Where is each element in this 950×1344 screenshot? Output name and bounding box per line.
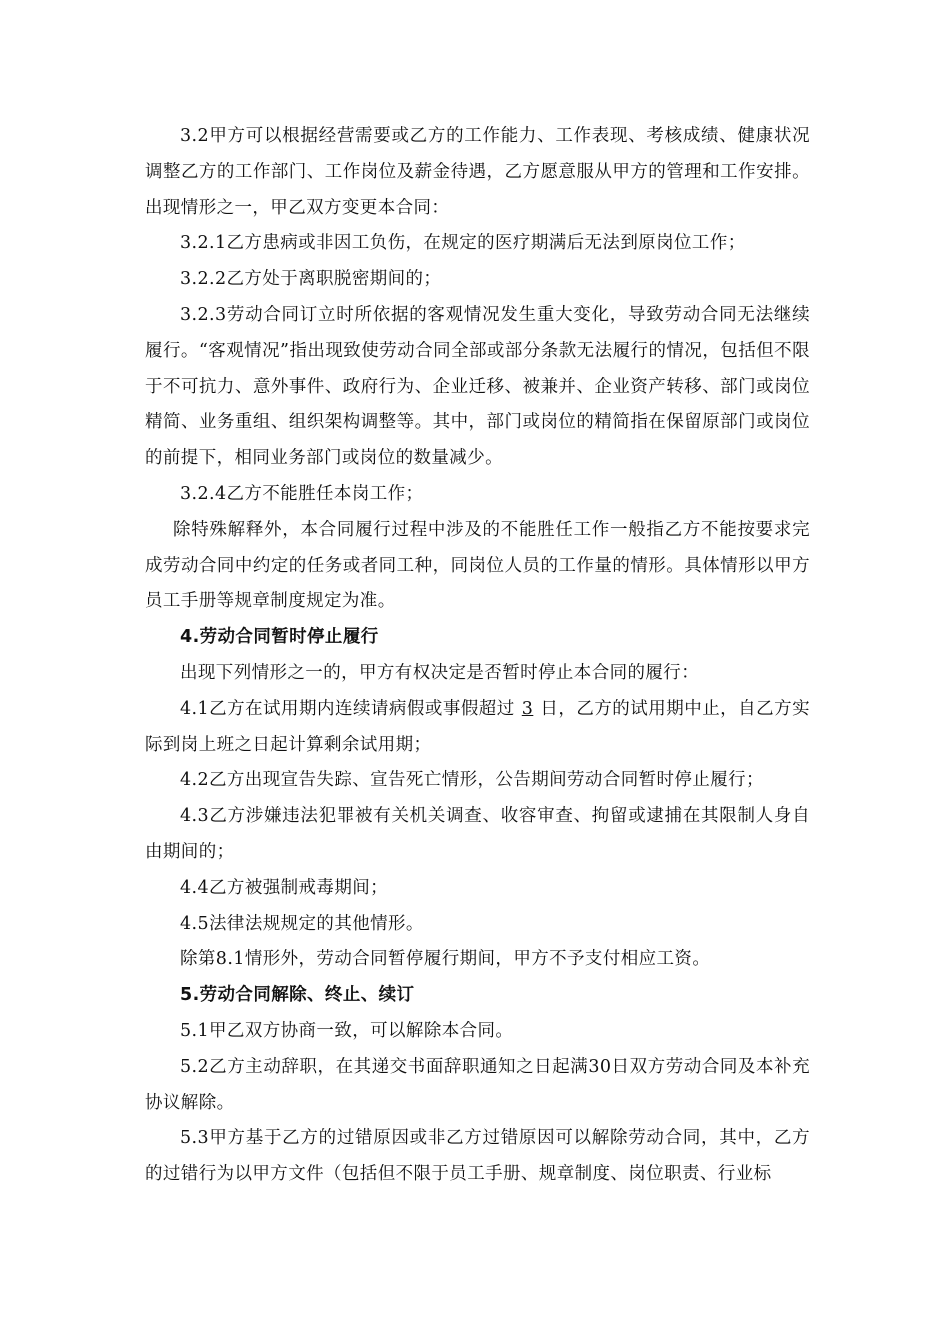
section-5-heading: 5.劳动合同解除、终止、续订 — [180, 985, 415, 1006]
clause-3-2-1: 3.2.1乙方患病或非因工负伤，在规定的医疗期满后无法到原岗位工作； — [180, 233, 746, 254]
clause-4-2: 4.2乙方出现宣告失踪、宣告死亡情形，公告期间劳动合同暂时停止履行； — [180, 770, 764, 791]
section-4-note: 除第8.1情形外，劳动合同暂停履行期间，甲方不予支付相应工资。 — [180, 949, 711, 970]
clause-5-2: 5.2乙方主动辞职，在其递交书面辞职通知之日起满30日双方劳动合同及本补充协议解除。 — [145, 1056, 810, 1113]
clause-3-2: 3.2甲方可以根据经营需要或乙方的工作能力、工作表现、考核成绩、健康状况调整乙方的工作部门、工作岗位及薪金待遇，乙方愿意服从甲方的管理和工作安排。出现情形之一，甲乙双方变更本合同： — [145, 126, 810, 218]
clause-4-1-after: 日，乙方的试用期中止，自乙方实际到岗上班之日起计算剩余试用期； — [145, 698, 810, 755]
clause-5-1: 5.1甲乙双方协商一致，可以解除本合同。 — [180, 1020, 514, 1041]
clause-4-3: 4.3乙方涉嫌违法犯罪被有关机关调查、收容审查、拘留或逮捕在其限制人身自由期间的； — [145, 806, 810, 862]
clause-3-2-3: 3.2.3劳动合同订立时所依据的客观情况发生重大变化，导致劳动合同无法继续履行。“客观情况”指出现致使劳动合同全部或部分条款无法履行的情况，包括但不限于不可抗力、意外事件、政府行为、企业迁移、被兼并、企业资产转移、部门或岗位精简、业务重组、组织架构调整等。其中，部门或岗位的精简指在保留原部门或岗位的前提下，相同业务部门或岗位的数量减少。 — [145, 304, 810, 469]
special-explanation: 除特殊解释外，本合同履行过程中涉及的不能胜任工作一般指乙方不能按要求完成劳动合同中约定的任务或者同工种，同岗位人员的工作量的情形。具体情形以甲方员工手册等规章制度规定为准。 — [145, 519, 810, 612]
clause-3-2-4: 3.2.4乙方不能胜任本岗工作； — [180, 483, 424, 504]
section-4-heading: 4.劳动合同暂时停止履行 — [180, 627, 379, 648]
clause-4-1-days-blank: 3 — [521, 698, 534, 719]
clause-3-2-2: 3.2.2乙方处于离职脱密期间的； — [180, 269, 442, 290]
clause-5-3: 5.3甲方基于乙方的过错原因或非乙方过错原因可以解除劳动合同，其中，乙方的过错行为以甲方文件（包括但不限于员工手册、规章制度、岗位职责、行业标 — [145, 1128, 810, 1185]
clause-4-5: 4.5法律法规规定的其他情形。 — [180, 913, 424, 934]
clause-4-1-before: 4.1乙方在试用期内连续请病假或事假超过 — [180, 698, 515, 719]
clause-4-4: 4.4乙方被强制戒毒期间； — [180, 877, 389, 898]
section-4-intro: 出现下列情形之一的，甲方有权决定是否暂时停止本合同的履行： — [180, 662, 700, 683]
contract-page — [145, 119, 810, 1193]
clause-4-1 — [145, 692, 810, 764]
